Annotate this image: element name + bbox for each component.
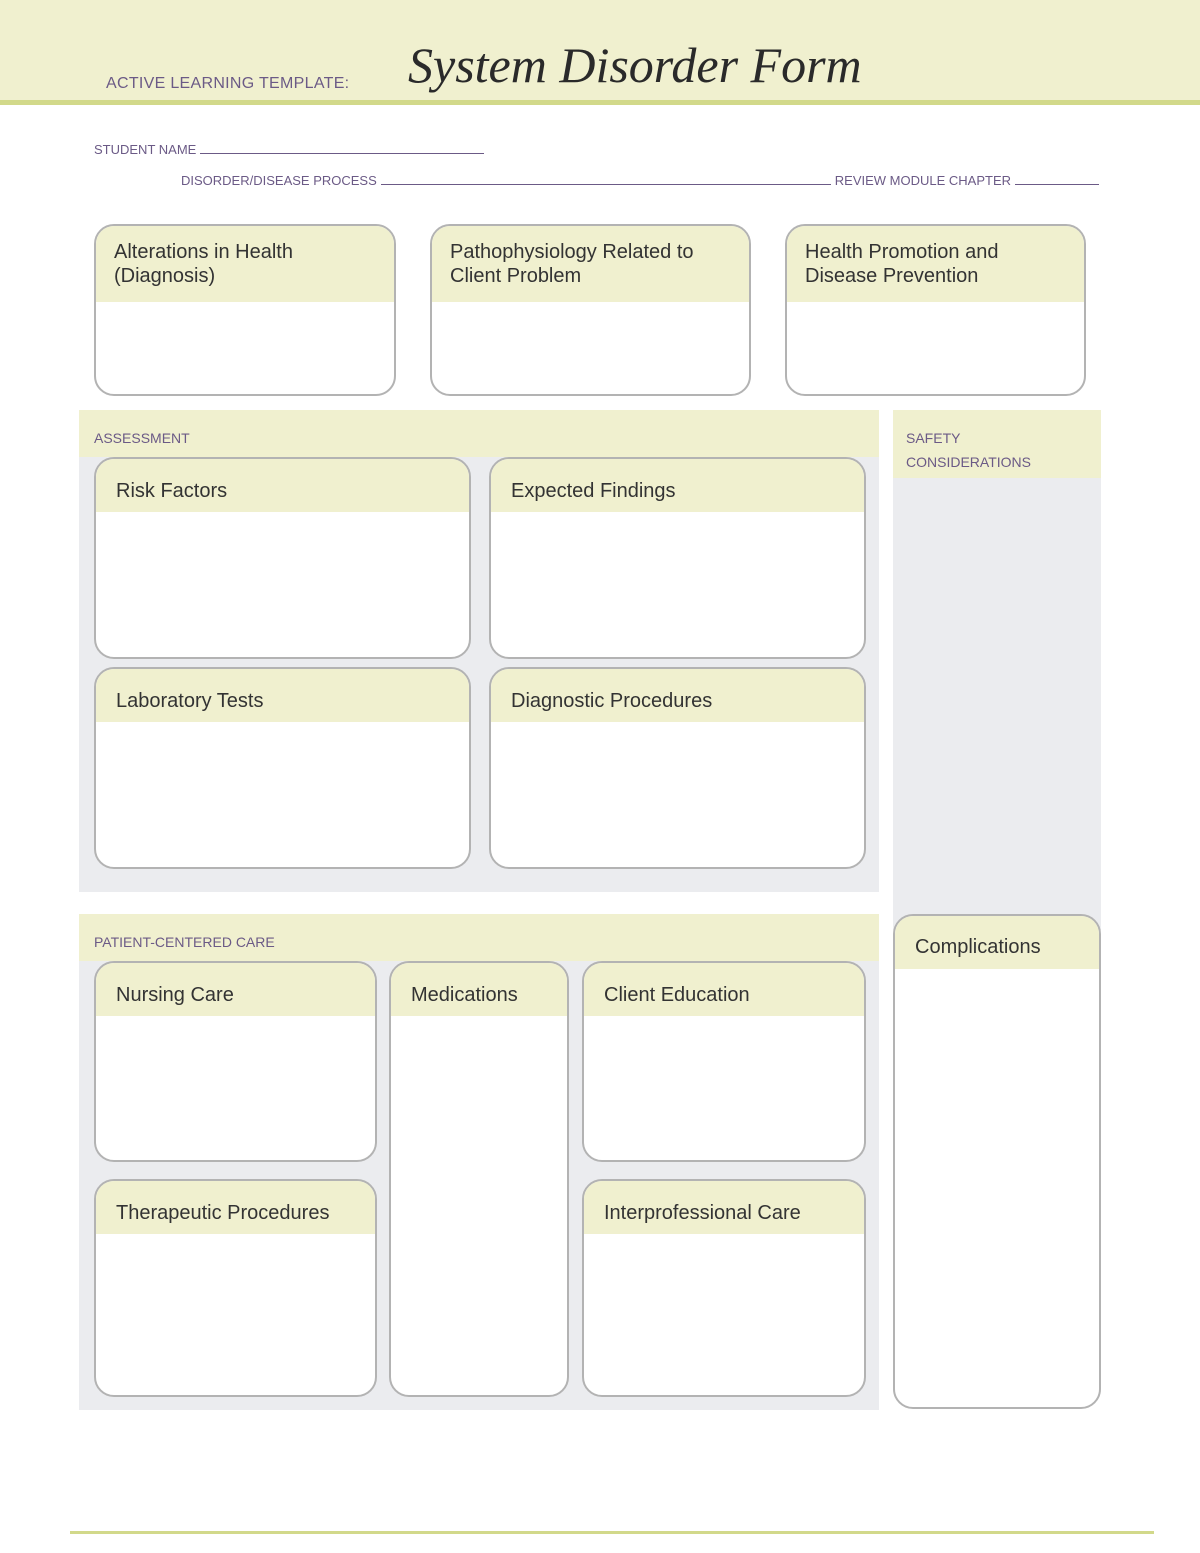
assessment-panel-head — [79, 410, 879, 457]
patient-care-label: PATIENT-CENTERED CARE — [94, 934, 275, 950]
medications-heading: Medications — [391, 963, 567, 1016]
safety-panel — [893, 410, 1101, 930]
student-name-blank[interactable] — [200, 152, 484, 154]
medications-box[interactable] — [389, 961, 569, 1397]
assessment-label: ASSESSMENT — [94, 430, 190, 446]
pathophysiology-heading: Pathophysiology Related to Client Problem — [432, 226, 749, 302]
alterations-box[interactable] — [94, 224, 396, 396]
expected-findings-heading: Expected Findings — [491, 459, 864, 512]
disorder-process-field[interactable] — [181, 173, 1103, 188]
expected-findings-box[interactable] — [489, 457, 866, 659]
safety-label: SAFETY CONSIDERATIONS — [906, 430, 1031, 470]
pathophysiology-box[interactable] — [430, 224, 751, 396]
laboratory-tests-heading: Laboratory Tests — [96, 669, 469, 722]
header-rule — [0, 100, 1200, 105]
alterations-heading: Alterations in Health (Diagnosis) — [96, 226, 394, 302]
interprofessional-care-heading: Interprofessional Care — [584, 1181, 864, 1234]
footer-rule — [70, 1531, 1154, 1534]
nursing-care-heading: Nursing Care — [96, 963, 375, 1016]
disorder-process-blank[interactable] — [381, 183, 831, 185]
disorder-process-label: DISORDER/DISEASE PROCESS — [181, 173, 377, 188]
risk-factors-box[interactable] — [94, 457, 471, 659]
diagnostic-procedures-heading: Diagnostic Procedures — [491, 669, 864, 722]
interprofessional-care-box[interactable] — [582, 1179, 866, 1397]
client-education-heading: Client Education — [584, 963, 864, 1016]
risk-factors-heading: Risk Factors — [96, 459, 469, 512]
complications-heading: Complications — [895, 916, 1099, 969]
therapeutic-procedures-box[interactable] — [94, 1179, 377, 1397]
health-promotion-box[interactable] — [785, 224, 1086, 396]
health-promotion-heading: Health Promotion and Disease Prevention — [787, 226, 1084, 302]
complications-box[interactable] — [893, 914, 1101, 1409]
therapeutic-procedures-heading: Therapeutic Procedures — [96, 1181, 375, 1234]
review-module-blank[interactable] — [1015, 183, 1099, 185]
template-label: ACTIVE LEARNING TEMPLATE: — [106, 75, 350, 92]
nursing-care-box[interactable] — [94, 961, 377, 1162]
student-name-field[interactable] — [94, 142, 488, 157]
client-education-box[interactable] — [582, 961, 866, 1162]
student-name-label: STUDENT NAME — [94, 142, 197, 157]
form-title: System Disorder Form — [408, 37, 862, 93]
diagnostic-procedures-box[interactable] — [489, 667, 866, 869]
review-module-label: REVIEW MODULE CHAPTER — [834, 173, 1012, 188]
laboratory-tests-box[interactable] — [94, 667, 471, 869]
